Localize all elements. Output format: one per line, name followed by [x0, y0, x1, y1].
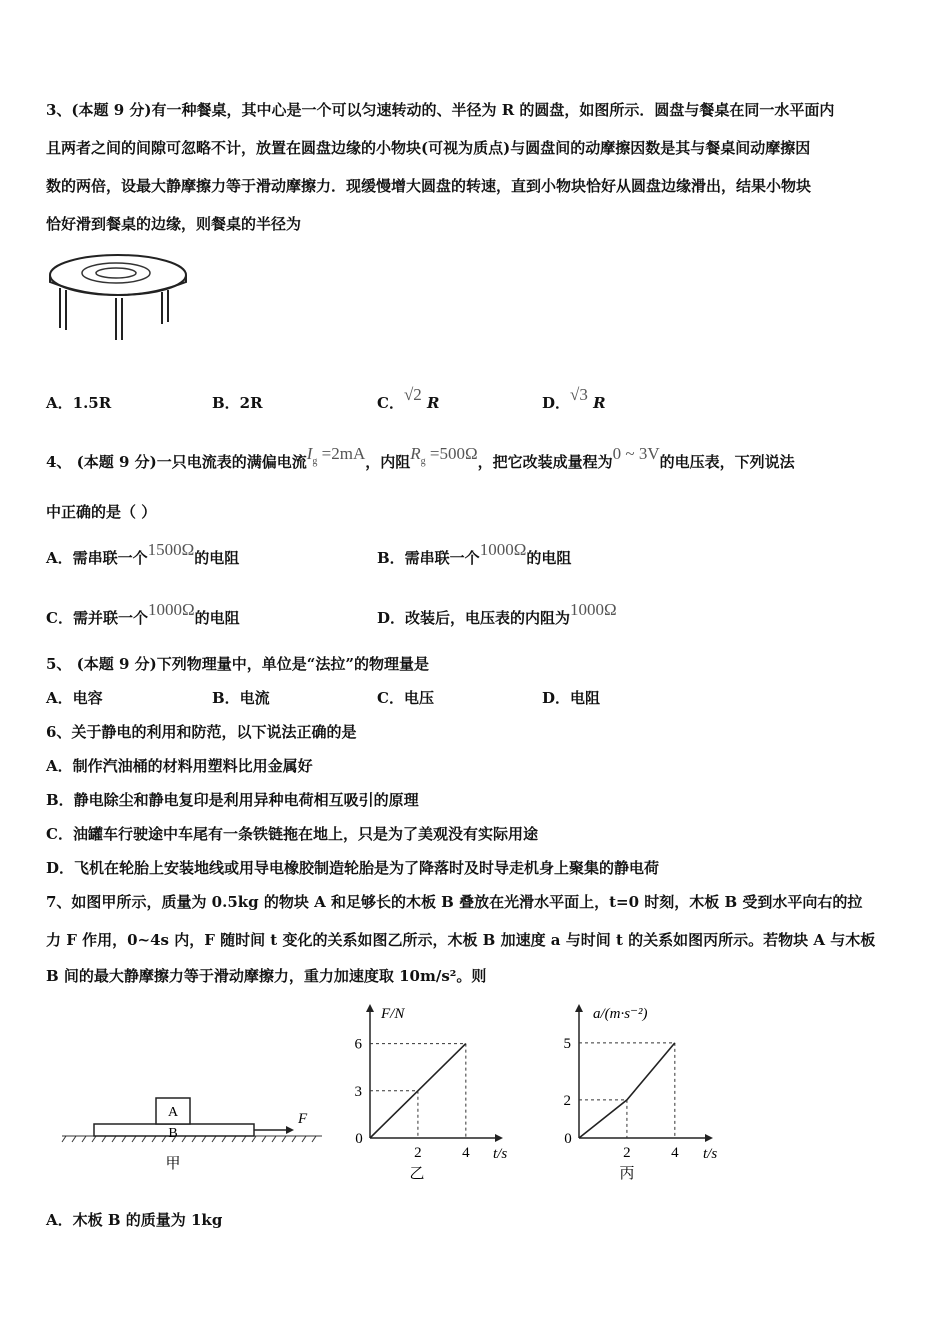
q6-stem: 6、关于静电的利用和防范，以下说法正确的是 [46, 723, 357, 741]
force-label: F [298, 1111, 308, 1127]
q7-line1: 7、如图甲所示，质量为 0.5kg 的物块 A 和足够长的木板 B 叠放在光滑水平面上，t=0 时刻，木板 B 受到水平向右的拉 [46, 893, 863, 911]
figure-jia [60, 1080, 330, 1180]
q3-option-c: C．√2 R [377, 385, 440, 412]
q3-line2: 且两者之间的间隙可忽略不计，放置在圆盘边缘的小物块(可视为质点)与圆盘间的动摩擦因数是其与餐桌间动摩擦因 [46, 139, 811, 157]
q4-current-math: $I_g =2mA$ [306, 444, 366, 467]
q6-option-a: A．制作汽油桶的材料用塑料比用金属好 [46, 757, 313, 775]
q4-resistance-math: $R_g =500\Omega$ [410, 444, 478, 467]
q4-line2: 中正确的是（ ） [46, 503, 157, 521]
q7-line2: 力 F 作用，0~4s 内，F 随时间 t 变化的关系如图乙所示，木板 B 加速度 a 与时间 t 的关系如图丙所示。若物块 A 与木板 [46, 931, 876, 949]
q4-stem: 4、 (本题 9 分)一只电流表的满偏电流$I_g =2mA$，内阻$R_g =500\Omega$，把它改装成量程为0 ~ 3V的电压表，下列说法 [46, 444, 795, 471]
chart-yi-caption: 乙 [409, 1166, 425, 1182]
chart-yi [345, 1000, 535, 1185]
q6-option-b: B．静电除尘和静电复印是利用异种电荷相互吸引的原理 [46, 791, 419, 809]
chart-bing-x-arrow [705, 1134, 713, 1142]
q4-range-math: 0 ~ 3V [612, 444, 660, 463]
q5-option-c: C．电压 [377, 689, 434, 707]
q4-option-b: B．需串联一个1000Ω的电阻 [377, 540, 572, 567]
chart-yi-xlabel: t/s [493, 1146, 508, 1162]
chart-yi-x-arrow [495, 1134, 503, 1142]
q3-line3: 数的两倍，设最大静摩擦力等于滑动摩擦力．现缓慢增大圆盘的转速，直到小物块恰好从圆盘边缘滑出，结果小物块 [46, 177, 812, 195]
q6-option-d: D．飞机在轮胎上安装地线或用导电橡胶制造轮胎是为了降落时及时导走机身上聚集的静电荷 [46, 859, 660, 877]
chart-bing-series-line [579, 1043, 675, 1138]
chart-bing-ytick-0: 2 [563, 1092, 571, 1109]
chart-yi-xtick-0: 2 [414, 1145, 422, 1161]
q3-line4: 恰好滑到餐桌的边缘，则餐桌的半径为 [46, 215, 302, 233]
q5-option-d: D．电阻 [542, 689, 601, 707]
q7-line3: B 间的最大静摩擦力等于滑动摩擦力，重力加速度取 10m/s²。则 [46, 967, 487, 985]
q6-option-c: C．油罐车行驶途中车尾有一条铁链拖在地上，只是为了美观没有实际用途 [46, 825, 538, 843]
chart-yi-origin: 0 [355, 1131, 363, 1147]
chart-yi-ytick-0: 3 [354, 1083, 362, 1100]
q3-option-d-math: √3 [570, 385, 588, 404]
q3-option-a: A．1.5R [46, 394, 112, 412]
chart-bing-xtick-0: 2 [623, 1145, 631, 1161]
chart-bing [555, 1000, 745, 1185]
q3-option-b: B．2R [212, 394, 263, 412]
q5-option-a: A．电容 [46, 689, 103, 707]
q3-option-c-math: √2 [403, 385, 422, 404]
chart-yi-ylabel: F/N [381, 1006, 405, 1022]
chart-yi-xtick-1: 4 [462, 1145, 470, 1161]
chart-yi-y-arrow [366, 1004, 374, 1012]
chart-bing-ytick-1: 5 [563, 1035, 571, 1052]
block-a-label: A [167, 1105, 179, 1120]
q4-option-c: C．需并联一个1000Ω的电阻 [46, 600, 240, 627]
chart-bing-xlabel: t/s [703, 1146, 718, 1162]
chart-bing-ylabel: a/(m·s⁻²) [593, 1006, 648, 1022]
q7-option-a: A．木板 B 的质量为 1kg [46, 1211, 223, 1229]
q5-stem: 5、 (本题 9 分)下列物理量中，单位是“法拉”的物理量是 [46, 655, 429, 673]
board-b-label: B [168, 1126, 178, 1141]
chart-bing-y-arrow [575, 1004, 583, 1012]
q3-line1: 3、(本题 9 分)有一种餐桌，其中心是一个可以匀速转动的、半径为 R 的圆盘，如图所示．圆盘与餐桌在同一水平面内 [46, 101, 835, 119]
q4-option-a: A．需串联一个1500Ω的电阻 [46, 540, 240, 567]
chart-yi-ytick-1: 6 [354, 1036, 362, 1053]
q3-option-d: D．√3 R [542, 385, 606, 412]
dining-table-figure [46, 250, 196, 345]
q4-option-d: D．改装后，电压表的内阻为1000Ω [377, 600, 617, 627]
figure-jia-caption: 甲 [165, 1156, 181, 1172]
chart-bing-origin: 0 [564, 1131, 572, 1147]
chart-bing-caption: 丙 [619, 1166, 635, 1182]
q5-option-b: B．电流 [212, 689, 270, 707]
chart-bing-xtick-1: 4 [671, 1145, 679, 1161]
